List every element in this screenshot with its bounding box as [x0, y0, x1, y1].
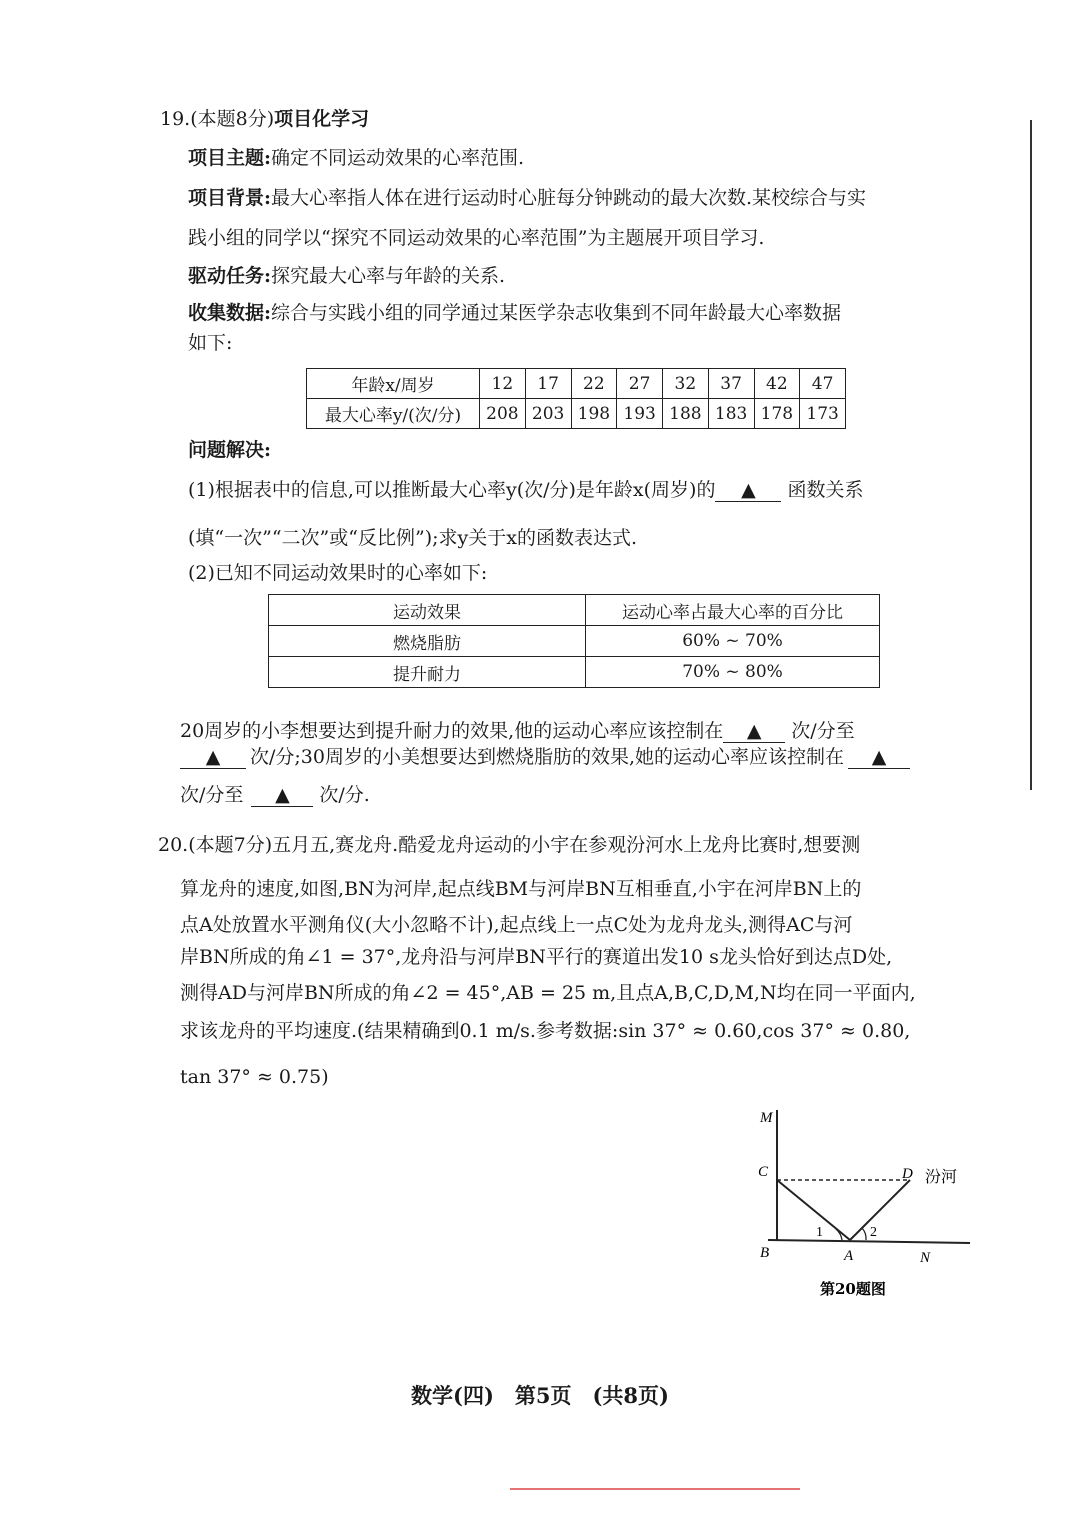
q19-background-line2: 践小组的同学以“探究不同运动效果的心率范围”为主题展开项目学习.	[188, 227, 765, 249]
q20-line7: tan 37° ≈ 0.75)	[180, 1066, 329, 1088]
table-cell: 188	[663, 399, 709, 429]
q19-collect-line2: 如下:	[188, 332, 233, 354]
q19-part2-text1: 20周岁的小李想要达到提升耐力的效果,他的运动心率应该控制在 ▲ 次/分至	[180, 720, 855, 742]
table-cell: 203	[525, 399, 571, 429]
table-row-rate	[307, 399, 846, 429]
q20-line3: 点A处放置水平测角仪(大小忽略不计),起点线上一点C处为龙舟龙头,测得AC与河	[180, 914, 853, 936]
line-AD	[850, 1180, 910, 1240]
table-cell: 178	[754, 399, 800, 429]
line-BN	[768, 1240, 970, 1243]
q19-part2-text3: 次/分至 ▲ 次/分.	[180, 784, 370, 806]
table-cell: 37	[708, 369, 754, 399]
label-B: B	[760, 1245, 770, 1261]
figure-caption: 第20题图	[820, 1280, 886, 1298]
margin-line	[1030, 120, 1032, 790]
q19-theme: 项目主题:确定不同运动效果的心率范围.	[188, 147, 525, 169]
table-cell: 32	[663, 369, 709, 399]
q19-part2-line1: (2)已知不同运动效果时的心率如下:	[188, 562, 488, 584]
table-cell: 208	[480, 399, 526, 429]
table-cell: 17	[525, 369, 571, 399]
q19-part1-line2: (填“一次”“二次”或“反比例”);求y关于x的函数表达式.	[188, 527, 637, 549]
label-M: M	[760, 1110, 773, 1126]
q20-line2: 算龙舟的速度,如图,BN为河岸,起点线BM与河岸BN互相垂直,小宇在河岸BN上的	[180, 878, 862, 900]
answer-blank[interactable]: ▲	[848, 746, 910, 769]
label-A: A	[844, 1248, 854, 1264]
table-cell: 12	[480, 369, 526, 399]
label-C: C	[758, 1164, 769, 1180]
q19-task: 驱动任务:探究最大心率与年龄的关系.	[188, 265, 506, 287]
table-cell: 70% ~ 80%	[586, 657, 880, 688]
table-header-effect: 运动效果	[269, 595, 586, 626]
table-header-rate: 最大心率y/(次/分)	[307, 399, 480, 429]
table-row	[269, 657, 880, 688]
table-cell: 提升耐力	[269, 657, 586, 688]
table-cell: 27	[617, 369, 663, 399]
table-row-age	[307, 369, 846, 399]
q20-line5: 测得AD与河岸BN所成的角∠2 = 45°,AB = 25 m,且点A,B,C,D,M,N均在同一平面内,	[180, 982, 916, 1004]
table-cell: 193	[617, 399, 663, 429]
label-angle-1: 1	[816, 1225, 823, 1240]
table-cell: 173	[800, 399, 846, 429]
table-cell: 60% ~ 70%	[586, 626, 880, 657]
label-N: N	[920, 1250, 931, 1266]
table-cell: 47	[800, 369, 846, 399]
answer-blank[interactable]: ▲	[723, 720, 785, 743]
answer-blank[interactable]: ▲	[715, 479, 781, 502]
red-mark	[510, 1488, 800, 1490]
angle-2-arc	[862, 1228, 866, 1240]
table-cell: 22	[571, 369, 617, 399]
answer-blank[interactable]: ▲	[180, 746, 246, 769]
q20-line6: 求该龙舟的平均速度.(结果精确到0.1 m/s.参考数据:sin 37° ≈ 0.60,cos 37° ≈ 0.80,	[180, 1020, 911, 1042]
q20-figure	[740, 1100, 980, 1310]
label-angle-2: 2	[870, 1225, 877, 1240]
answer-blank[interactable]: ▲	[251, 784, 313, 807]
label-D: D	[902, 1166, 913, 1182]
line-AC	[777, 1180, 850, 1240]
q19-background-line1: 项目背景:最大心率指人体在进行运动时心脏每分钟跳动的最大次数.某校综合与实	[188, 187, 867, 209]
table-row	[269, 595, 880, 626]
q19-solve-label: 问题解决:	[188, 439, 272, 461]
q19-part2-text2: ▲ 次/分;30周岁的小美想要达到燃烧脂肪的效果,她的运动心率应该控制在 ▲	[180, 744, 910, 770]
page-footer: 数学(四) 第5页 (共8页)	[411, 1383, 669, 1408]
table-cell: 183	[708, 399, 754, 429]
exercise-effect-table	[268, 594, 880, 688]
table-cell: 燃烧脂肪	[269, 626, 586, 657]
table-header-percent: 运动心率占最大心率的百分比	[586, 595, 880, 626]
q19-collect-line1: 收集数据:综合与实践小组的同学通过某医学杂志收集到不同年龄最大心率数据	[188, 302, 842, 324]
q20-line4: 岸BN所成的角∠1 = 37°,龙舟沿与河岸BN平行的赛道出发10 s龙头恰好到达点D处,	[180, 946, 893, 968]
table-header-age: 年龄x/周岁	[307, 369, 480, 399]
q19-header: 19.(本题8分)项目化学习	[160, 108, 370, 130]
q19-part1-line1: (1)根据表中的信息,可以推断最大心率y(次/分)是年龄x(周岁)的 ▲ 函数关系	[188, 479, 864, 501]
q20-line1: 20.(本题7分)五月五,赛龙舟.酷爱龙舟运动的小宇在参观汾河水上龙舟比赛时,想要测	[158, 834, 861, 856]
label-river: 汾河	[925, 1167, 958, 1186]
heart-rate-table	[306, 368, 846, 429]
table-row	[269, 626, 880, 657]
table-cell: 198	[571, 399, 617, 429]
table-cell: 42	[754, 369, 800, 399]
